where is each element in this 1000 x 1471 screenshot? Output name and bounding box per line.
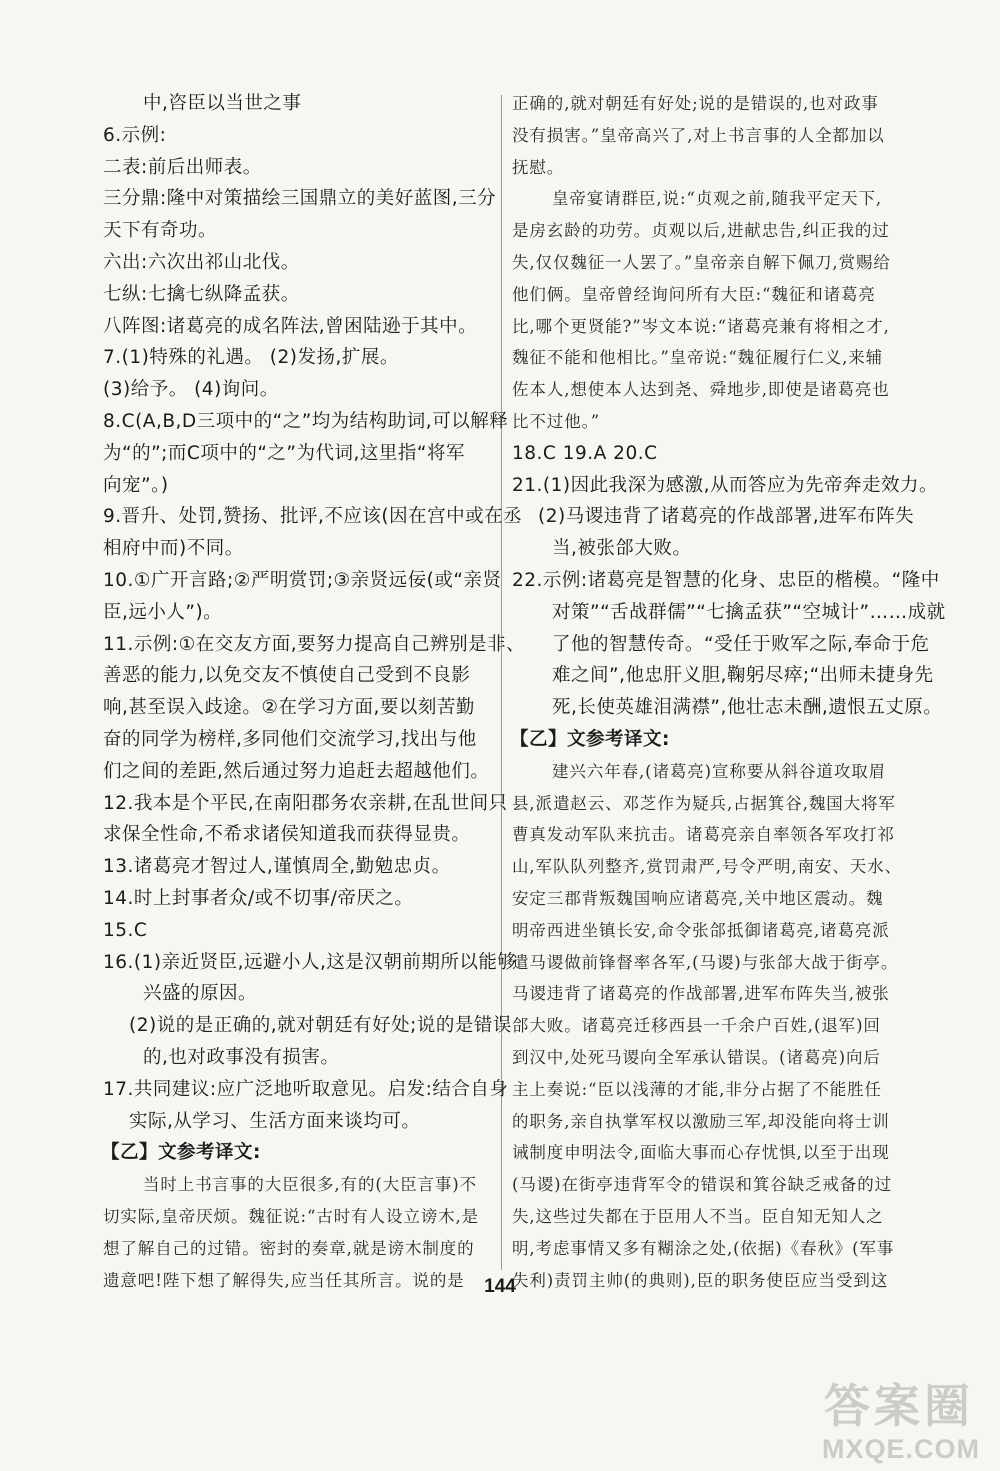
text-line: 13.诸葛亮才智过人,谨慎周全,勤勉忠贞。: [103, 856, 451, 878]
text-line: 诫制度申明法令,面临大事而心存忧惧,以至于出现: [512, 1143, 890, 1163]
text-line: 8.C(A,B,D三项中的“之”均为结构助词,可以解释: [103, 411, 509, 432]
text-line: 15.C: [103, 919, 148, 941]
text-line: 当,被张郃大败。: [552, 538, 692, 560]
text-line: 县,派遣赵云、邓芝作为疑兵,占据箕谷,魏国大将军: [512, 793, 896, 813]
text-line: 魏征不能和他相比。”皇帝说:“魏征履行仁义,来辅: [512, 348, 884, 368]
text-line: 21.(1)因此我深为感激,从而答应为先帝奔走效力。: [512, 474, 939, 496]
text-line: 失,仅仅魏征一人罢了。”皇帝亲自解下佩刀,赏赐给: [512, 253, 891, 272]
text-line: 八阵图:诸葛亮的成名阵法,曾困陆逊于其中。: [103, 315, 478, 337]
text-line: 马谡违背了诸葛亮的作战部署,进军布阵失当,被张: [512, 984, 890, 1004]
text-line: 佐本人,想使本人达到尧、舜地步,即使是诸葛亮也: [512, 380, 890, 400]
text-line: 安定三郡背叛魏国响应诸葛亮,关中地区震动。魏: [512, 889, 884, 908]
text-line: 10.①广开言路;②严明赏罚;③亲贤远佞(或“亲贤: [103, 570, 502, 591]
text-line: 遗意吧!陛下想了解得失,应当任其所言。说的是: [103, 1270, 465, 1290]
text-line: 建兴六年春,(诸葛亮)宣称要从斜谷道攻取眉: [552, 761, 887, 781]
text-line: 14.时上封事者众/或不切事/帝厌之。: [103, 888, 414, 909]
text-line: 抚慰。: [512, 157, 565, 177]
text-line: 9.晋升、处罚,赞扬、批评,不应该(因在宫中或在丞: [103, 506, 523, 528]
text-line: 相府中而)不同。: [103, 538, 244, 560]
text-line: 求保全性命,不希求诸侯知道我而获得显贵。: [103, 824, 471, 846]
text-line: 皇帝宴请群臣,说:“贞观之前,随我平定天下,: [552, 189, 883, 209]
text-line: 6.示例:: [103, 124, 167, 146]
text-line: 他们俩。皇帝曾经询问所有大臣:“魏征和诸葛亮: [512, 284, 876, 304]
text-line: 12.我本是个平民,在南阳郡务农亲耕,在乱世间只: [103, 792, 508, 814]
watermark-title: 答案圈: [824, 1379, 974, 1433]
text-line: 难之间”,他忠肝义胆,鞠躬尽瘁;“出师未捷身先: [552, 665, 934, 687]
text-line: 兴盛的原因。: [143, 983, 258, 1005]
text-line: 明帝西进坐镇长安,命令张郃抵御诸葛亮,诸葛亮派: [512, 920, 890, 940]
text-line: 山,军队队列整齐,赏罚肃严,号令严明,南安、天水、: [512, 857, 902, 877]
text-line: 善恶的能力,以免交友不慎使自己受到不良影: [103, 665, 471, 687]
text-line: 比,哪个更贤能?”岑文本说:“诸葛亮兼有将相之才,: [512, 316, 890, 336]
watermark-url: MXQE.COM: [822, 1434, 981, 1464]
text-line: 们之间的差距,然后通过努力追赶去超越他们。: [103, 760, 490, 782]
text-line: 的职务,亲自执掌军权以激励三军,却没能向将士训: [512, 1111, 890, 1131]
text-line: 正确的,就对朝廷有好处;说的是错误的,也对政事: [512, 94, 879, 113]
text-line: 16.(1)亲近贤臣,远避小人,这是汉朝前期所以能够: [103, 951, 517, 973]
section-heading: 【乙】文参考译文:: [510, 729, 670, 750]
text-line: 奋的同学为榜样,多同他们交流学习,找出与他: [103, 729, 477, 750]
text-line: 17.共同建议:应广泛地听取意见。启发:结合自身: [103, 1078, 509, 1100]
text-line: (2)马谡违背了诸葛亮的作战部署,进军布阵失: [538, 506, 915, 528]
text-line: 死,长使英雄泪满襟”,他壮志未酬,遗恨五丈原。: [552, 697, 943, 719]
text-line: (3)给予。 (4)询问。: [103, 379, 279, 401]
text-line: 没有损害。”皇帝高兴了,对上书言事的人全都加以: [512, 125, 885, 145]
text-line: 向宠”。): [103, 474, 169, 496]
text-line: 失,这些过失都在于臣用人不当。臣自知无知人之: [512, 1207, 884, 1226]
text-line: 想了解自己的过错。密封的奏章,就是谤木制度的: [103, 1238, 475, 1258]
text-line: 六出:六次出祁山北伐。: [103, 252, 300, 273]
text-line: 是房玄龄的功劳。贞观以后,进献忠告,纠正我的过: [512, 221, 890, 241]
text-line: 当时上书言事的大臣很多,有的(大臣言事)不: [143, 1175, 478, 1195]
text-line: 遣马谡做前锋督率各军,(马谡)与张郃大战于街亭。: [512, 952, 899, 972]
page-number: 144: [484, 1276, 516, 1297]
text-line: 三分鼎:隆中对策描绘三国鼎立的美好蓝图,三分: [103, 188, 497, 210]
text-line: 实际,从学习、生活方面来谈均可。: [129, 1110, 421, 1132]
text-line: 七纵:七擒七纵降孟获。: [103, 283, 300, 305]
text-line: 臣,远小人”)。: [103, 601, 223, 623]
text-line: (2)说的是正确的,就对朝廷有好处;说的是错误: [129, 1015, 512, 1037]
text-line: 失利)责罚主帅(的典则),臣的职务使臣应当受到这: [512, 1270, 889, 1290]
text-line: 响,甚至误入歧途。②在学习方面,要以刻苦勤: [103, 697, 475, 719]
text-line: 22.示例:诸葛亮是智慧的化身、忠臣的楷模。“隆中: [512, 570, 940, 591]
text-line: 二表:前后出师表。: [103, 156, 262, 178]
text-line: 切实际,皇帝厌烦。魏征说:“古时有人设立谤木,是: [103, 1207, 480, 1226]
text-line: 为“的”;而C项中的“之”为代词,这里指“将军: [103, 442, 465, 464]
section-heading: 【乙】文参考译文:: [101, 1142, 261, 1164]
text-line: 到汉中,处死马谡向全军承认错误。(诸葛亮)向后: [512, 1048, 881, 1067]
text-line: 了他的智慧传奇。“受任于败军之际,奉命于危: [552, 633, 930, 655]
text-line: 天下有奇功。: [103, 220, 218, 242]
text-line: 的,也对政事没有损害。: [143, 1047, 340, 1068]
text-line: 中,咨臣以当世之事: [143, 93, 302, 114]
text-line: 比不过他。”: [512, 412, 601, 431]
text-line: 对策”“舌战群儒”“七擒孟获”“空城计”……成就: [552, 601, 946, 623]
text-line: 曹真发动军队来抗击。诸葛亮亲自率领各军攻打祁: [512, 825, 895, 845]
text-line: 18.C 19.A 20.C: [512, 442, 658, 464]
text-line: (马谡)在街亭违背军令的错误和箕谷缺乏戒备的过: [512, 1175, 893, 1195]
text-line: 郃大败。诸葛亮迁移西县一千余户百姓,(退军)回: [512, 1016, 881, 1036]
watermark-logo: [822, 1370, 990, 1466]
text-line: 11.示例:①在交友方面,要努力提高自己辨别是非、: [103, 633, 526, 655]
text-line: 7.(1)特殊的礼遇。 (2)发扬,扩展。: [103, 347, 399, 369]
text-line: 主上奏说:“臣以浅薄的才能,非分占据了不能胜任: [512, 1079, 882, 1099]
text-line: 明,考虑事情又多有糊涂之处,(依据)《春秋》(军事: [512, 1238, 895, 1258]
